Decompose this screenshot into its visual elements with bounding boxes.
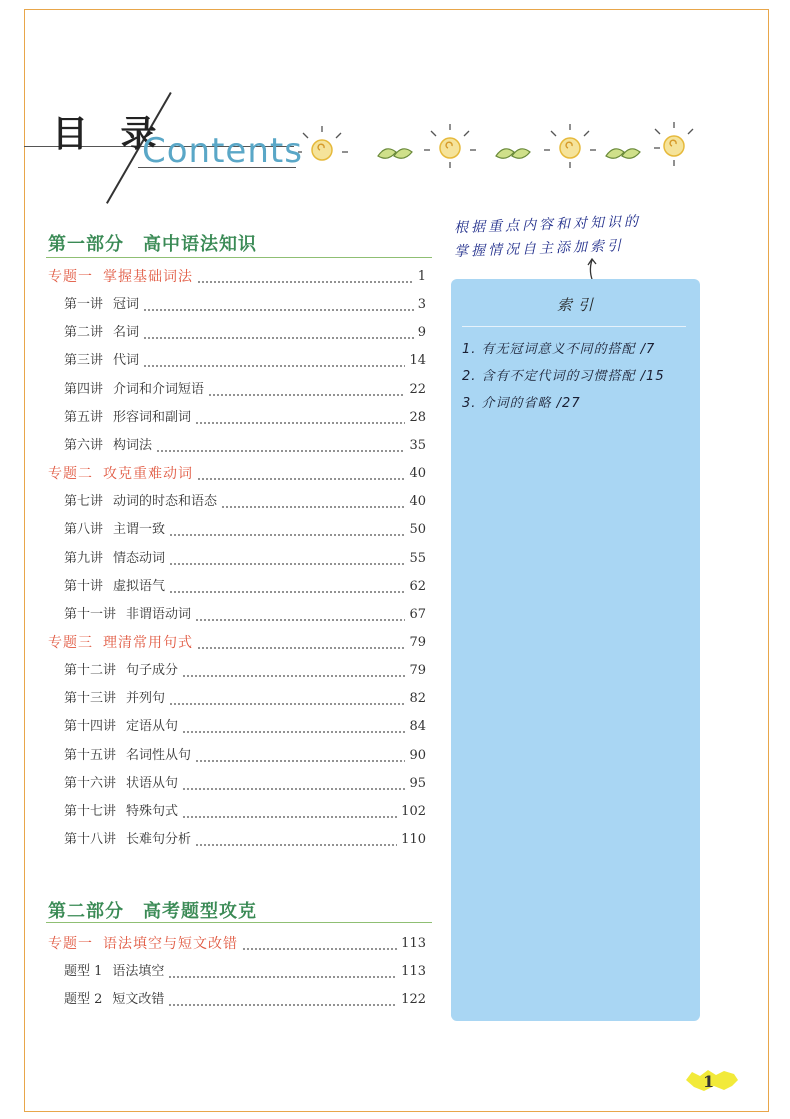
toc-page-number: 79	[409, 634, 426, 650]
index-notes-panel	[451, 279, 700, 1021]
toc-page-number: 67	[409, 606, 426, 622]
toc-label: 第八讲	[64, 522, 104, 538]
page-number: 1	[703, 1072, 715, 1091]
toc-page-number: 22	[409, 381, 426, 397]
toc-page-number: 28	[409, 409, 426, 425]
toc-leader-dots	[182, 775, 405, 793]
toc-label: 第十六讲	[64, 775, 117, 791]
toc-leader-dots	[182, 662, 405, 680]
toc-leader-dots	[197, 634, 405, 652]
toc-label: 第十二讲	[64, 663, 117, 679]
sun-icon	[664, 136, 684, 156]
toc-page-number: 3	[417, 297, 426, 313]
leaf-icon	[606, 149, 640, 158]
leaf-icon	[496, 149, 530, 158]
toc-leader-dots	[242, 935, 397, 953]
toc-topic-row[interactable]	[48, 264, 426, 286]
toc-title: 攻克重难动词	[103, 466, 193, 483]
sun-icon	[560, 138, 580, 158]
toc-page-number: 55	[409, 550, 426, 566]
toc-label: 题型 1	[64, 964, 103, 979]
toc-title: 名词性从句	[126, 747, 192, 763]
toc-leader-dots	[168, 991, 397, 1009]
toc-leader-dots	[156, 437, 405, 455]
toc-page-number: 62	[409, 578, 426, 594]
toc-leader-dots	[169, 550, 405, 568]
toc-label: 第一讲	[64, 297, 104, 313]
toc-label: 第三讲	[64, 353, 104, 369]
toc-leader-dots	[143, 324, 414, 342]
toc-title: 介词和介词短语	[113, 381, 205, 397]
toc-label: 第十七讲	[64, 803, 117, 819]
toc-lecture-row[interactable]	[64, 658, 426, 680]
toc-page-number: 122	[401, 992, 426, 1007]
toc-lecture-row[interactable]	[64, 574, 426, 596]
toc-leader-dots	[195, 409, 405, 427]
toc-lecture-row[interactable]	[64, 714, 426, 736]
toc-topic-row[interactable]	[48, 931, 426, 953]
toc-leader-dots	[195, 606, 405, 624]
toc-lecture-row[interactable]	[64, 433, 426, 455]
toc-leader-dots	[197, 465, 405, 483]
toc-lecture-row[interactable]	[64, 602, 426, 624]
toc-title: 代词	[113, 353, 140, 369]
toc-leader-dots	[195, 831, 397, 849]
toc-title: 动词的时态和语态	[113, 494, 218, 510]
toc-page-number: 1	[417, 269, 426, 284]
toc-label: 题型 2	[64, 992, 103, 1007]
index-item: 3. 介词的省略 /27	[462, 396, 581, 411]
sun-leaf-decoration	[298, 118, 698, 178]
toc-title: 状语从句	[126, 775, 179, 791]
toc-label: 第十五讲	[64, 747, 117, 763]
toc-label: 第六讲	[64, 437, 104, 453]
toc-lecture-row[interactable]	[64, 320, 426, 342]
toc-leader-dots	[169, 690, 405, 708]
index-rule	[462, 326, 686, 327]
index-item: 2. 含有不定代词的习惯搭配 /15	[462, 369, 665, 384]
toc-title: 特殊句式	[126, 803, 179, 819]
toc-page-number: 113	[401, 964, 426, 979]
toc-page-number: 102	[401, 803, 426, 819]
toc-label: 专题三	[48, 634, 93, 651]
toc-leader-dots	[182, 803, 397, 821]
toc-leader-dots	[221, 493, 405, 511]
part-two-title: 第二部分 高考题型攻克	[48, 901, 257, 922]
toc-page-number: 9	[417, 325, 426, 341]
toc-lecture-row[interactable]	[64, 348, 426, 370]
toc-label: 第七讲	[64, 494, 104, 510]
part-one-title: 第一部分 高中语法知识	[48, 234, 257, 255]
index-heading: 索引	[557, 296, 600, 314]
toc-label: 第十四讲	[64, 719, 117, 735]
toc-label: 专题二	[48, 466, 93, 483]
toc-title: 并列句	[126, 691, 166, 707]
toc-leader-dots	[208, 381, 405, 399]
toc-lecture-row[interactable]	[64, 987, 426, 1009]
toc-lecture-row[interactable]	[64, 489, 426, 511]
toc-page-number: 50	[409, 522, 426, 538]
toc-page-number: 40	[409, 494, 426, 510]
toc-leader-dots	[169, 521, 405, 539]
toc-title: 句子成分	[126, 663, 179, 679]
sun-icon	[440, 138, 460, 158]
toc-lecture-row[interactable]	[64, 546, 426, 568]
toc-leader-dots	[169, 578, 405, 596]
part-two-rule	[46, 922, 432, 923]
toc-lecture-row[interactable]	[64, 959, 426, 981]
toc-title: 语法填空与短文改错	[103, 936, 238, 952]
title-chinese: 目 录	[52, 113, 167, 155]
toc-lecture-row[interactable]	[64, 799, 426, 821]
toc-leader-dots	[182, 718, 405, 736]
toc-label: 第四讲	[64, 381, 104, 397]
note-line-1: 根据重点内容和对知识的	[453, 213, 642, 237]
toc-page-number: 14	[409, 353, 426, 369]
toc-label: 第十一讲	[64, 606, 117, 622]
toc-label: 第九讲	[64, 550, 104, 566]
toc-page-number: 82	[409, 691, 426, 707]
toc-page-number: 84	[409, 719, 426, 735]
toc-lecture-row[interactable]	[64, 517, 426, 539]
toc-title: 形容词和副词	[113, 409, 192, 425]
toc-lecture-row[interactable]	[64, 771, 426, 793]
toc-title: 非谓语动词	[126, 606, 192, 622]
toc-title: 主谓一致	[113, 522, 166, 538]
toc-title: 名词	[113, 325, 140, 341]
toc-topic-row[interactable]	[48, 630, 426, 652]
toc-title: 冠词	[113, 297, 140, 313]
toc-title: 定语从句	[126, 719, 179, 735]
toc-title: 构词法	[113, 437, 153, 453]
toc-label: 专题一	[48, 269, 93, 285]
toc-topic-row[interactable]	[48, 461, 426, 483]
toc-label: 专题一	[48, 936, 93, 952]
toc-page-number: 79	[409, 663, 426, 679]
toc-leader-dots	[195, 747, 405, 765]
toc-label: 第十八讲	[64, 832, 117, 847]
toc-title: 理清常用句式	[103, 634, 193, 651]
toc-lecture-row[interactable]	[64, 377, 426, 399]
toc-page-number: 113	[401, 936, 426, 951]
toc-lecture-row[interactable]	[64, 743, 426, 765]
toc-leader-dots	[143, 352, 405, 370]
note-line-2: 掌握情况自主添加索引	[453, 238, 625, 260]
toc-page-number: 40	[409, 466, 426, 482]
toc-leader-dots	[197, 268, 414, 286]
toc-label: 第二讲	[64, 325, 104, 341]
leaf-icon	[378, 149, 412, 158]
toc-page-number: 35	[409, 437, 426, 453]
sun-icon	[312, 140, 332, 160]
toc-title: 长难句分析	[126, 832, 192, 847]
toc-title: 语法填空	[112, 964, 165, 979]
part-one-rule	[46, 257, 432, 258]
toc-label: 第五讲	[64, 409, 104, 425]
toc-label: 第十三讲	[64, 691, 117, 707]
toc-title: 虚拟语气	[113, 578, 166, 594]
toc-lecture-row[interactable]	[64, 405, 426, 427]
toc-title: 掌握基础词法	[103, 269, 193, 285]
title-english: Contents	[142, 131, 303, 171]
toc-lecture-row[interactable]	[64, 686, 426, 708]
toc-page-number: 90	[409, 747, 426, 763]
toc-page-number: 110	[401, 832, 426, 847]
index-item: 1. 有无冠词意义不同的搭配 /7	[462, 342, 656, 357]
toc-label: 第十讲	[64, 578, 104, 594]
toc-leader-dots	[143, 296, 414, 314]
toc-lecture-row[interactable]	[64, 827, 426, 849]
toc-lecture-row[interactable]	[64, 292, 426, 314]
toc-title: 短文改错	[112, 992, 165, 1007]
toc-page-number: 95	[409, 775, 426, 791]
toc-leader-dots	[168, 963, 397, 981]
toc-title: 情态动词	[113, 550, 166, 566]
